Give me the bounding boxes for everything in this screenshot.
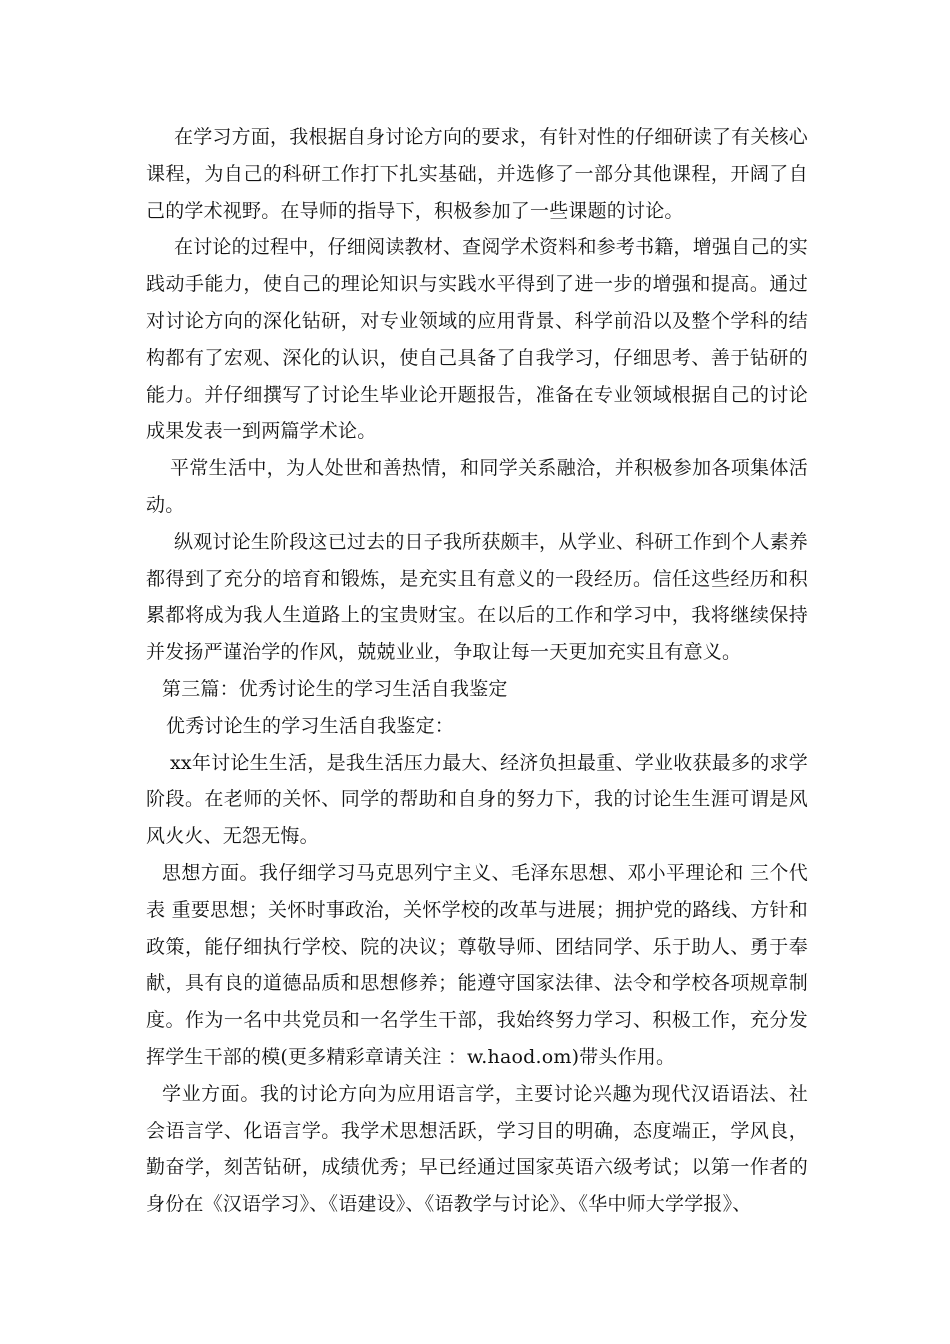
paragraph-ideology: 思想方面。我仔细学习马克思列宁主义、毛泽东思想、邓小平理论和 三个代表 重要思想；关怀时事政治，关怀学校的改革与进展；拥护党的路线、方针和政策，能仔细执行学校、院的决议；尊敬导师、团结同学、乐于助人、勇于奉献，具有良的道德品质和思想修养；能遵守国家法律、法令和学校各项规章制度。作为一名中共党员和一名学生干部，我始终努力学习、积极工作，充分发挥学生干部的模(更多精彩章请关注 ：w.haod.om)带头作用。 [146,861,808,1068]
document-body [146,119,808,1223]
section-heading: 第三篇：优秀讨论生的学习生活自我鉴定 [162,677,508,700]
paragraph-overview: xx年讨论生生活，是我生活压力最大、经济负担最重、学业收获最多的求学阶段。在老师的关怀、同学的帮助和自身的努力下，我的讨论生生涯可谓是风风火火、无怨无悔。 [146,751,808,848]
paragraph-summary: 纵观讨论生阶段这已过去的日子我所获颇丰，从学业、科研工作到个人素养都得到了充分的培育和锻炼，是充实且有意义的一段经历。信任这些经历和积累都将成为我人生道路上的宝贵财宝。在以后的工作和学习中，我将继续保持并发扬严谨治学的作风，兢兢业业，争取让每一天更加充实且有意义。 [146,530,808,664]
section-subtitle: 优秀讨论生的学习生活自我鉴定： [166,714,455,737]
paragraph-daily-life: 平常生活中，为人处世和善热情，和同学关系融洽，并积极参加各项集体活动。 [146,457,808,516]
paragraph-study: 在学习方面，我根据自身讨论方向的要求，有针对性的仔细研读了有关核心课程，为自己的科研工作打下扎实基础，并选修了一部分其他课程，开阔了自己的学术视野。在导师的指导下，积极参加了一些课题的讨论。 [146,126,808,222]
paragraph-research: 在讨论的过程中，仔细阅读教材、查阅学术资料和参考书籍，增强自己的实践动手能力，使自己的理论知识与实践水平得到了进一步的增强和提高。通过对讨论方向的深化钻研，对专业领域的应用背景、科学前沿以及整个学科的结构都有了宏观、深化的认识，使自己具备了自我学习，仔细思考、善于钻研的能力。并仔细撰写了讨论生毕业论开题报告，准备在专业领域根据自己的讨论成果发表一到两篇学术论。 [146,236,808,443]
paragraph-academics: 学业方面。我的讨论方向为应用语言学，主要讨论兴趣为现代汉语语法、社会语言学、化语言学。我学术思想活跃，学习目的明确，态度端正，学风良，勤奋学，刻苦钻研，成绩优秀；早已经通过国家英语六级考试；以第一作者的身份在《汉语学习》、《语建设》、《语教学与讨论》、《华中师大学学报》、 [146,1082,808,1216]
